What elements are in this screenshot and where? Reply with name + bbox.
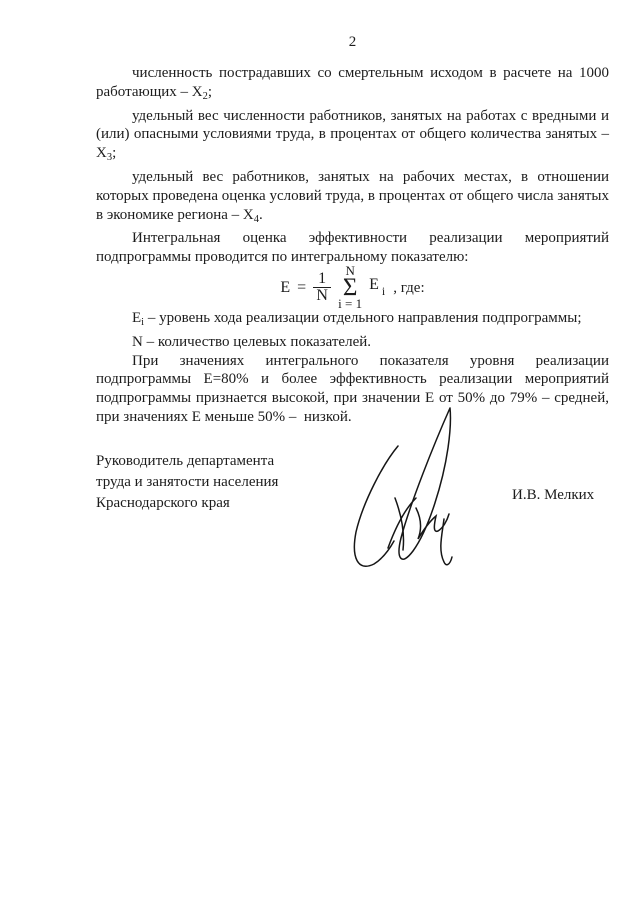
sigma-icon: Σ [342,274,358,302]
text-run: удельный вес работников, занятых на рабочих местах, в отношении которых проведена оценка условий труда, в процентах от общего числа занятых в экономике региона – Х [96,168,609,223]
definition-n [96,333,609,352]
signature-scribble [336,398,471,583]
fraction-denominator: N [316,287,328,305]
text-run: численность пострадавших со смертельным исходом в расчете на 1000 работающих – Х [96,65,609,100]
paragraph-criteria-line1: При значениях интегрального показателя уровня реализации [132,352,609,369]
formula-equals-sign: = [297,278,307,296]
document-body [96,64,609,427]
fraction-numerator: 1 [313,271,331,289]
subscript-text: 3 [106,152,113,164]
signature-role-line-1: Руководитель департамента [96,453,275,469]
paragraph-hazardous-x3 [96,107,609,168]
formula-term [369,276,385,301]
text-run: ; [207,83,213,100]
term-base: Е [369,275,379,293]
signature-role-block [96,451,278,514]
paragraph-assessment-x4 [96,168,609,229]
text-run: Е [132,309,142,326]
signature-role-line-2: труда и занятости населения [96,474,279,490]
sum-upper-limit: N [345,263,355,279]
formula-fraction [313,271,331,305]
definition-ei [96,309,609,333]
paragraph-fatalities-x2 [96,64,609,107]
subscript-text: 4 [253,213,259,225]
paragraph-criteria-rest: подпрограммы Е=80% и более эффективность реализации мероприятий подпрограммы признается высокой, при значении Е от 50% до 79% – средней, при значениях Е меньше 50% – низкой. [96,371,609,425]
page-number: 2 [348,34,357,50]
text-run: – уровень хода реализации отдельного направления подпрограммы; [144,309,582,326]
paragraph-integral-line2: подпрограммы проводится по интегральному показателю: [96,249,469,266]
text-run: N – количество целевых показателей. [132,333,372,350]
text-run: ; [112,145,117,162]
text-run: . [258,206,263,223]
sum-lower-limit: i = 1 [338,296,363,312]
subscript-text: i [141,316,145,328]
signature-role-line-3: Краснодарского края [96,495,230,511]
formula-summation [338,265,362,310]
paragraph-integral-line1: Интегральная оценка эффективности реализации мероприятий [132,230,609,247]
formula-integral-indicator [96,263,609,312]
signature-name: И.В. Мелких [512,487,595,503]
subscript-text: 2 [202,90,208,102]
term-subscript: i [381,283,386,298]
text-run: удельный вес численности работников, занятых на работах с вредными и (или) опасными условиями труда, в процентах от общего количества занятых – Х [96,107,609,162]
formula-lhs: Е [280,278,291,296]
formula-tail: , где: [393,279,425,296]
